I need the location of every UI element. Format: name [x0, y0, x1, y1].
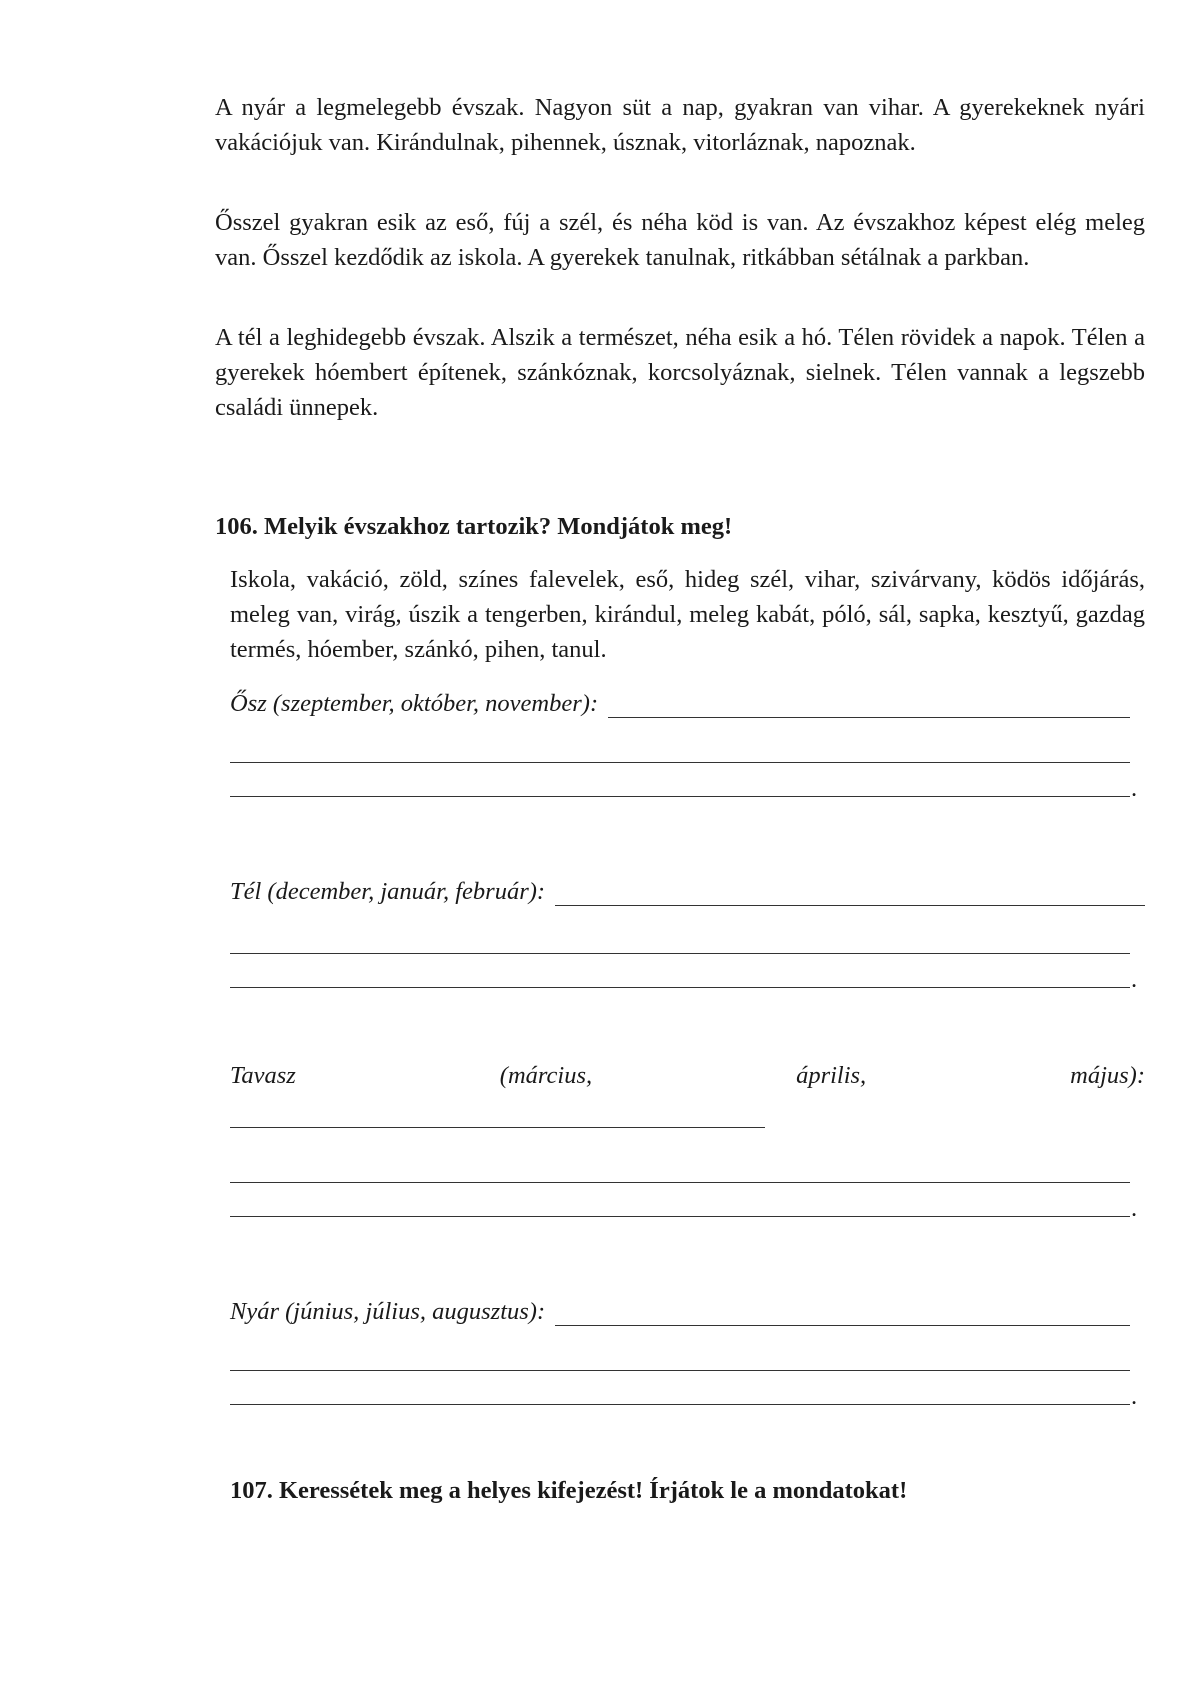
summer-answer-line-1[interactable]: [555, 1299, 1130, 1326]
winter-answer-line-3[interactable]: [230, 987, 1130, 988]
intro-paragraph-autumn: Ősszel gyakran esik az eső, fúj a szél, és néha köd is van. Az évszakhoz képest elég meleg van. Ősszel kezdődik az iskola. A gyerekek tanulnak, ritkábban sétálnak a parkban.: [215, 209, 1145, 271]
summer-answer-row: [230, 1290, 1130, 1326]
intro-paragraph-summer: A nyár a legmelegebb évszak. Nagyon süt a nap, gyakran van vihar. A gyerekeknek nyári vakációjuk van. Kirándulnak, pihennek, úsznak, vitorláznak, napoznak.: [215, 94, 1145, 156]
spring-answer-line-3[interactable]: [230, 1216, 1130, 1217]
autumn-answer-line-2[interactable]: [230, 762, 1130, 763]
autumn-answer-line-3[interactable]: [230, 796, 1130, 797]
spring-label-part-2: (március,: [499, 1062, 593, 1089]
summer-period: .: [1131, 1383, 1138, 1410]
summer-answer-line-3[interactable]: [230, 1404, 1130, 1405]
winter-answer-line-1[interactable]: [555, 879, 1145, 906]
exercise-107-title: 107. Keressétek meg a helyes kifejezést! Írjátok le a mondatokat!: [230, 1477, 908, 1504]
autumn-label: Ősz (szeptember, október, november):: [230, 690, 599, 717]
intro-paragraph-winter: A tél a leghidegebb évszak. Alszik a természet, néha esik a hó. Télen rövidek a napok. Télen a gyerekek hóembert építenek, szánkóznak, korcsolyáznak, sielnek. Télen vannak a legszebb családi ünnepek.: [215, 324, 1145, 421]
spring-label-part-1: Tavasz: [230, 1062, 296, 1089]
winter-answer-row: [230, 870, 1145, 906]
autumn-answer-line-1[interactable]: [608, 691, 1130, 718]
spring-period: .: [1131, 1195, 1138, 1222]
spring-answer-line-1[interactable]: [230, 1127, 765, 1128]
exercise-106-title: 106. Melyik évszakhoz tartozik? Mondjátok meg!: [215, 513, 733, 540]
summer-answer-line-2[interactable]: [230, 1370, 1130, 1371]
summer-label: Nyár (június, július, augusztus):: [230, 1298, 546, 1325]
winter-period: .: [1131, 966, 1138, 993]
spring-label-row: [230, 1062, 1145, 1090]
autumn-period: .: [1131, 775, 1138, 802]
spring-label-part-3: április,: [796, 1062, 867, 1089]
autumn-answer-row: [230, 682, 1130, 718]
spring-label-part-4: május):: [1070, 1062, 1145, 1089]
winter-label: Tél (december, január, február):: [230, 878, 546, 905]
winter-answer-line-2[interactable]: [230, 953, 1130, 954]
exercise-106-word-list: Iskola, vakáció, zöld, színes falevelek, eső, hideg szél, vihar, szivárvany, ködös időjárás, meleg van, virág, úszik a tengerben, kirándul, meleg kabát, póló, sál, sapka, kesztyű, gazdag termés, hóember, szánkó, pihen, tanul.: [230, 566, 1145, 663]
spring-answer-line-2[interactable]: [230, 1182, 1130, 1183]
